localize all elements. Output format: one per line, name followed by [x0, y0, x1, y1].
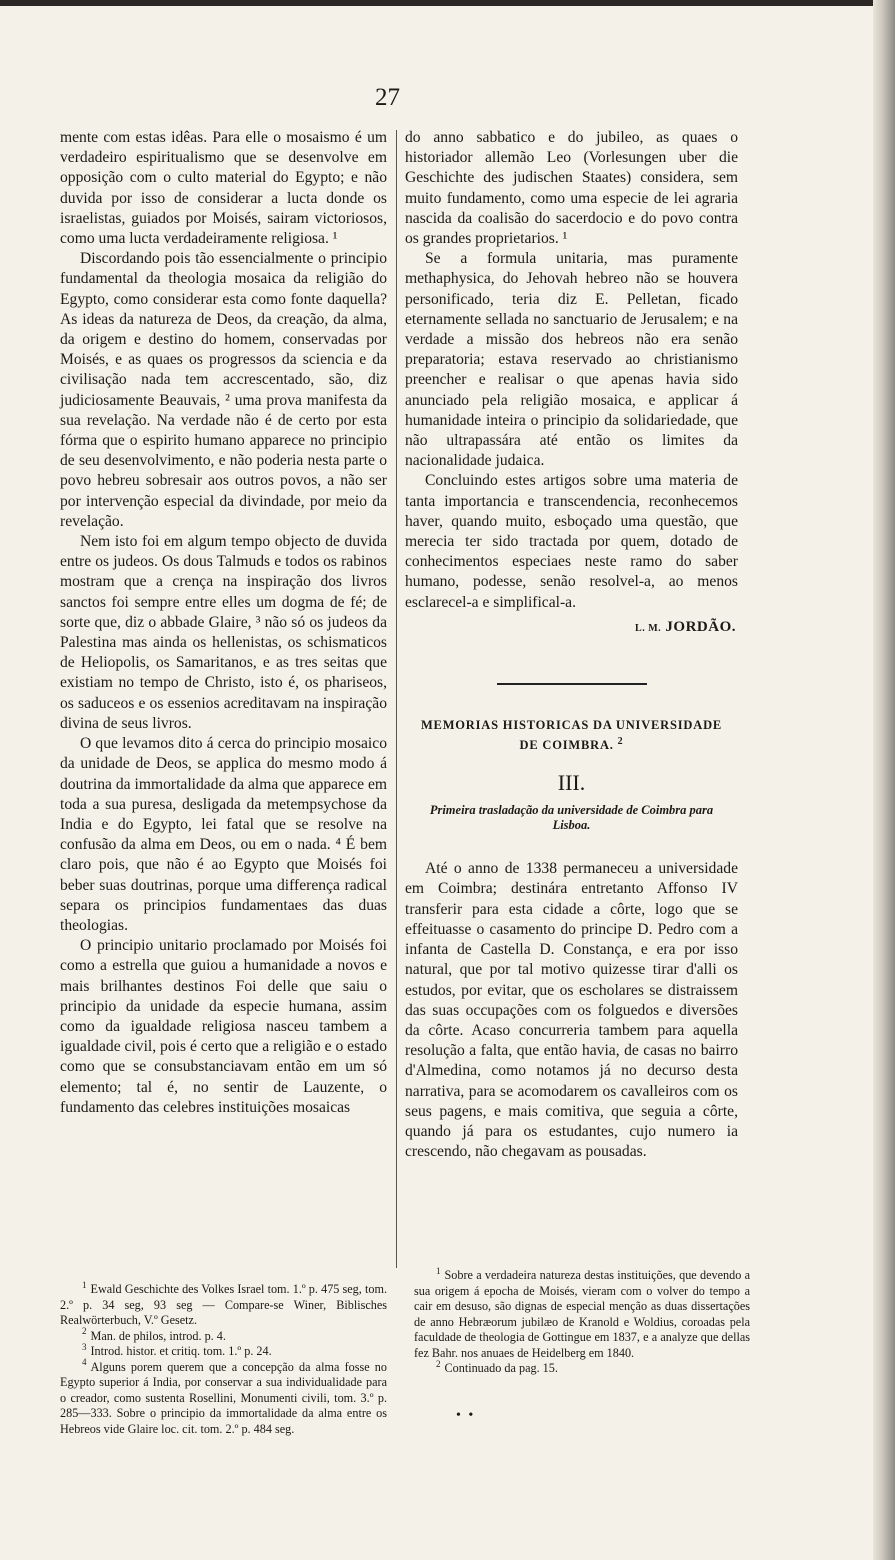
right-column: [405, 128, 738, 1162]
left-footnotes: [60, 1279, 387, 1437]
memorias-paragraph: Até o anno de 1338 permaneceu a universidade em Coimbra; destinára entretanto Affonso IV transferir para esta cidade a côrte, logo que se effeituasse o casamento do principe D. Pedro com a infanta de Castella D. Constança, e era por isso natural, que por tal motivo quizesse tirar d'alli os estudos, por evitar, que os escholares se distraissem das suas occupações com os folguedos e diversões da côrte. Acaso concurreria tambem para aquella resolução a falta, que então havia, de casas no bairro d'Almedina, como notamos já no decurso desta narrativa, para se acomodarem os cavalleiros com os seus pagens, e mais comitiva, que seguia a côrte, quando já para os estudantes, cujo numero ia crescendo, não chegavam as pousadas.: [405, 860, 738, 1161]
page-number: 27: [375, 84, 400, 111]
right-footnote-1: $^1$ Sobre a verdadeira natureza destas instituições, que devendo a sua origem á epocha de Moisés, vieram com o volver do tempo a cair em desuso, são dignas de especial menção as duas dissertações de anno Hebræorum jubilæo de Kranold e Woldius, coroadas pela faculdade de theologia de Gottingue em 1837, e a analyze que dellas fez Bahr. nos anuaes de Heidelberg em 1840.: [414, 1265, 750, 1360]
right-paragraph-1: do anno sabbatico e do jubileo, as quaes o historiador allemão Leo (Vorlesungen uber die Geschichte des judischen Staates) considera, sem muito fundamento, como uma especie de lei agraria nascida da coalisão do sacerdocio e do povo contra os grandes proprietarios. ¹: [405, 129, 738, 248]
left-paragraph-4: O que levamos dito á cerca do principio mosaico da unidade de Deos, se applica do mesmo modo á doutrina da immortalidade da alma que apparece em toda a sua puresa, desligada da metempsychose da India e do Egypto, lei fatal que se resolve na confusão da alma em Deos, ou em o nada. ⁴ É bem claro pois, que não é ao Egypto que Moisés foi beber suas doutrinas, porque uma differença radical separa os principios fundamentaes das duas theologias.: [60, 735, 387, 934]
left-paragraph-2: Discordando pois tão essencialmente o principio fundamental da theologia mosaica da religião do Egypto, como considerar esta como fonte daquella? As ideas da natureza de Deos, da creação, da alma, da origem e destino do homem, conservadas por Moisés, e as quaes os progressos da sciencia e da civilisação nada tem accrescentado, são, diz judiciosamente Beauvais, ² uma prova manifesta da sua revelação. Na verdade não é de certo por esta fórma que o espirito humano apparece no principio de seu desenvolvimento, e não poderia nesta parte o povo hebreu sobresair aos outros povos, a não ser por intervenção especial da divindade, por meio da revelação.: [60, 250, 387, 530]
page-right-edge: [873, 0, 895, 1560]
column-divider: [396, 130, 397, 1268]
left-footnote-2: $^2$ Man. de philos, introd. p. 4.: [82, 1326, 226, 1343]
signature-marks: • •: [456, 1408, 476, 1423]
section-subtitle: Primeira trasladação da universidade de Coimbra para Lisboa.: [429, 803, 714, 833]
left-column: [60, 128, 387, 1118]
section-number: III.: [557, 770, 586, 796]
left-footnote-1: $^1$ Ewald Geschichte des Volkes Israel tom. 1.º p. 475 seg, tom. 2.º p. 34 seg, 93 seg — Compare-se Winer, Biblisches Realwörterbuch, V.º Gesetz.: [60, 1279, 387, 1327]
right-paragraph-2: Se a formula unitaria, mas puramente methaphysica, do Jehovah hebreo não se houvera personificado, teria diz E. Pelletan, ficado eternamente sellada no sanctuario de Jerusalem; e na verdade a missão dos hebreos não era senão preparatoria; estava reservado ao christianismo preencher e realisar o que apenas havia sido anunciado pela religião mosaica, e applicar á humanidade inteira o principio da solidariedade, que não ultrapassára até então os limites da nacionalidade judaica.: [405, 250, 738, 470]
memorias-title-line2: DE COIMBRA. $^2$: [519, 735, 624, 753]
left-footnote-4: $^4$ Alguns porem querem que a concepção da alma fosse no Egypto superior á India, por conservar a sua individualidade para o creador, como sustenta Rosellini, Monumenti civili, tom. 3.º p. 285—333. Sobre o principio da immortalidade da alma entre os Hebreos vide Glaire loc. cit. tom. 2.º p. 484 seg.: [60, 1357, 387, 1436]
memorias-title-line1: MEMORIAS HISTORICAS DA UNIVERSIDADE: [420, 718, 723, 733]
right-footnote-2: $^2$ Continuado da pag. 15.: [436, 1358, 558, 1375]
left-paragraph-5: O principio unitario proclamado por Moisés foi como a estrella que guiou a humanidade a novos e mais brilhantes destinos Foi delle que saiu o principio da unidade da especie humana, assim como da igualdade religiosa nasceu tambem a igualdade civil, pois é certo que a religião e o estado como que se consubstanciavam então em um só elemento; tal é, no sentir de Lauzente, o fundamento das celebres instituições mosaicas: [60, 937, 387, 1116]
right-paragraph-3: Concluindo estes artigos sobre uma materia de tanta importancia e transcendencia, reconhecemos haver, quando muito, esboçado uma questão, que merecia ter sido tractada por quem, dotado de conhecimentos especiaes neste ramo do saber humano, podesse, senão resolvel-a, ao menos esclarecel-a e simplifical-a.: [405, 472, 738, 611]
left-paragraph-3: Nem isto foi em algum tempo objecto de duvida entre os judeos. Os dous Talmuds e todos os rabinos mostram que a crença na inspiração dos livros sanctos foi sempre entre elles um dogma de fé; de sorte que, diz o abbade Glaire, ³ não só os judeos da Palestina mas ainda os hellenistas, os schismaticos de Heliopolis, os Samaritanos, e as tres seitas que existiam no tempo de Christo, isto é, os phariseos, os saduceos e os essenios acreditavam na inspiração divina de seus livros.: [60, 533, 387, 732]
section-rule: [497, 683, 647, 685]
page-top-edge: [0, 0, 895, 6]
right-footnotes: [414, 1265, 750, 1377]
left-footnote-3: $^3$ Introd. histor. et critiq. tom. 1.º p. 24.: [82, 1341, 272, 1358]
left-paragraph-1: mente com estas idêas. Para elle o mosaismo é um verdadeiro espiritualismo que se desenvolve em opposição com o culto material do Egypto; e não duvida por isso de considerar a lucta donde os israelistas, guiados por Moisés, sairam victoriosos, como uma lucta verdadeiramente religiosa. ¹: [60, 129, 387, 248]
author-signature: L. M. JORDÃO.: [635, 618, 736, 635]
